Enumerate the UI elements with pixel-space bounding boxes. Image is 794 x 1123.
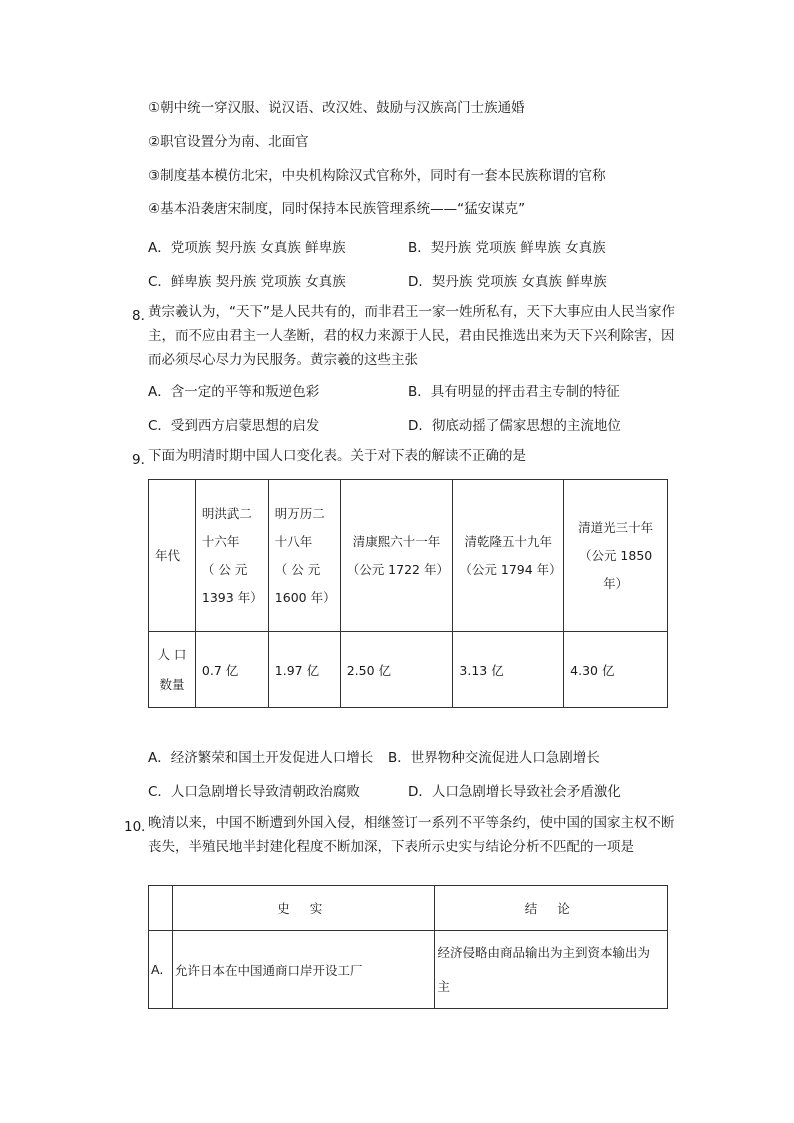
- era-1393-line-1: 明洪武二: [201, 505, 252, 521]
- fact-conclusion-table: [148, 885, 668, 1009]
- q7-option-c[interactable]: C．鲜卑族 契丹族 党项族 女真族: [148, 274, 346, 290]
- pop-label-line-2: 数量: [159, 676, 185, 692]
- era-1600-line-4: 1600 年）: [274, 589, 336, 605]
- q7-statement-3: ③制度基本模仿北宋，中央机构除汉式官称外，同时有一套本民族称谓的官称: [148, 168, 606, 184]
- era-1850-line-1: 清道光三十年: [578, 519, 654, 535]
- row-a-label: A.: [149, 931, 173, 1009]
- pop-label-line-1: 人 口: [157, 646, 187, 662]
- q9-option-d[interactable]: D．人口急剧增长导致社会矛盾激化: [408, 784, 621, 800]
- q10-text: 晚清以来，中国不断遭到外国入侵，相继签订一系列不平等条约，使中国的国家主权不断丧失，半殖民地半封建化程度不断加深，下表所示史实与结论分析不匹配的一项是: [148, 815, 675, 855]
- q8-option-c[interactable]: C．受到西方启蒙思想的启发: [148, 418, 320, 434]
- pop-value-1600: 1.97 亿: [268, 632, 340, 708]
- era-1600-line-2: 十八年: [274, 533, 313, 549]
- era-cell-1600: [268, 480, 340, 632]
- era-1794-line-2: （公元 1794 年）: [459, 561, 562, 577]
- q7-statement-1: ①朝中统一穿汉服、说汉语、改汉姓、鼓励与汉族高门士族通婚: [148, 100, 525, 116]
- q9-number: 9．: [132, 452, 155, 468]
- era-1722-line-1: 清康熙六十一年: [352, 533, 441, 549]
- row-a-conclusion-line-2: 主: [437, 978, 450, 994]
- q7-option-a[interactable]: A．党项族 契丹族 女真族 鲜卑族: [148, 240, 346, 256]
- era-cell-1794: [453, 480, 564, 632]
- q9-option-c[interactable]: C．人口急剧增长导致清朝政治腐败: [148, 784, 360, 800]
- era-1794-line-1: 清乾隆五十九年: [464, 533, 553, 549]
- era-label: 年代: [155, 547, 181, 563]
- pop-value-1794: 3.13 亿: [453, 632, 564, 708]
- q9-text: 下面为明清时期中国人口变化表。关于对下表的解读不正确的是: [148, 448, 526, 464]
- fact-table-corner: [149, 886, 173, 931]
- q9-option-b[interactable]: B．世界物种交流促进人口急剧增长: [388, 750, 600, 766]
- era-1600-line-1: 明万历二: [274, 505, 325, 521]
- pop-value-1722: 2.50 亿: [340, 632, 453, 708]
- era-1393-line-4: 1393 年）: [201, 589, 263, 605]
- pop-label-cell: [149, 632, 196, 708]
- era-1393-line-2: 十六年: [201, 533, 240, 549]
- conclusion-header: 结 论: [435, 886, 668, 931]
- era-1850-line-2: （公元 1850 年）: [578, 547, 653, 591]
- q7-statement-4: ④基本沿袭唐宋制度，同时保持本民族管理系统——“猛安谋克”: [148, 201, 526, 217]
- q8-option-b[interactable]: B．具有明显的抨击君主专制的特征: [408, 384, 620, 400]
- era-cell-1722: [340, 480, 453, 632]
- population-table-value-row: [149, 632, 668, 708]
- row-a-conclusion-line-1: 经济侵略由商品输出为主到资本输出为: [437, 944, 650, 960]
- population-table: [148, 479, 668, 708]
- row-a-fact: 允许日本在中国通商口岸开设工厂: [172, 931, 434, 1009]
- q8-number: 8．: [132, 308, 155, 324]
- q10-number: 10．: [124, 819, 155, 835]
- pop-value-1850: 4.30 亿: [564, 632, 668, 708]
- era-cell-1393: [195, 480, 268, 632]
- q8-option-d[interactable]: D．彻底动摇了儒家思想的主流地位: [408, 418, 621, 434]
- population-table-header-row: [149, 480, 668, 632]
- era-cell-1850: [564, 480, 668, 632]
- fact-table-header-row: [149, 886, 668, 931]
- row-a-conclusion: [435, 931, 668, 1009]
- era-1722-line-2: （公元 1722 年）: [346, 561, 449, 577]
- pop-value-1393: 0.7 亿: [195, 632, 268, 708]
- fact-table-row-a: [149, 931, 668, 1009]
- fact-header: 史 实: [172, 886, 434, 931]
- era-1393-line-3: （ 公 元: [201, 561, 248, 577]
- q7-option-d[interactable]: D．契丹族 党项族 女真族 鲜卑族: [408, 274, 607, 290]
- q7-option-b[interactable]: B．契丹族 党项族 鲜卑族 女真族: [408, 240, 606, 256]
- q9-option-a[interactable]: A．经济繁荣和国土开发促进人口增长: [148, 750, 374, 766]
- q8-text: 黄宗羲认为，“天下”是人民共有的，而非君王一家一姓所私有，天下大事应由人民当家作主，而不应由君主一人垄断，君的权力来源于人民，君由民推选出来为天下兴利除害，因而必须尽心尽力为民服务。黄宗羲的这些主张: [148, 304, 675, 368]
- era-1600-line-3: （ 公 元: [274, 561, 321, 577]
- era-label-cell: [149, 480, 196, 632]
- q8-option-a[interactable]: A．含一定的平等和叛逆色彩: [148, 384, 320, 400]
- q7-statement-2: ②职官设置分为南、北面官: [148, 134, 309, 150]
